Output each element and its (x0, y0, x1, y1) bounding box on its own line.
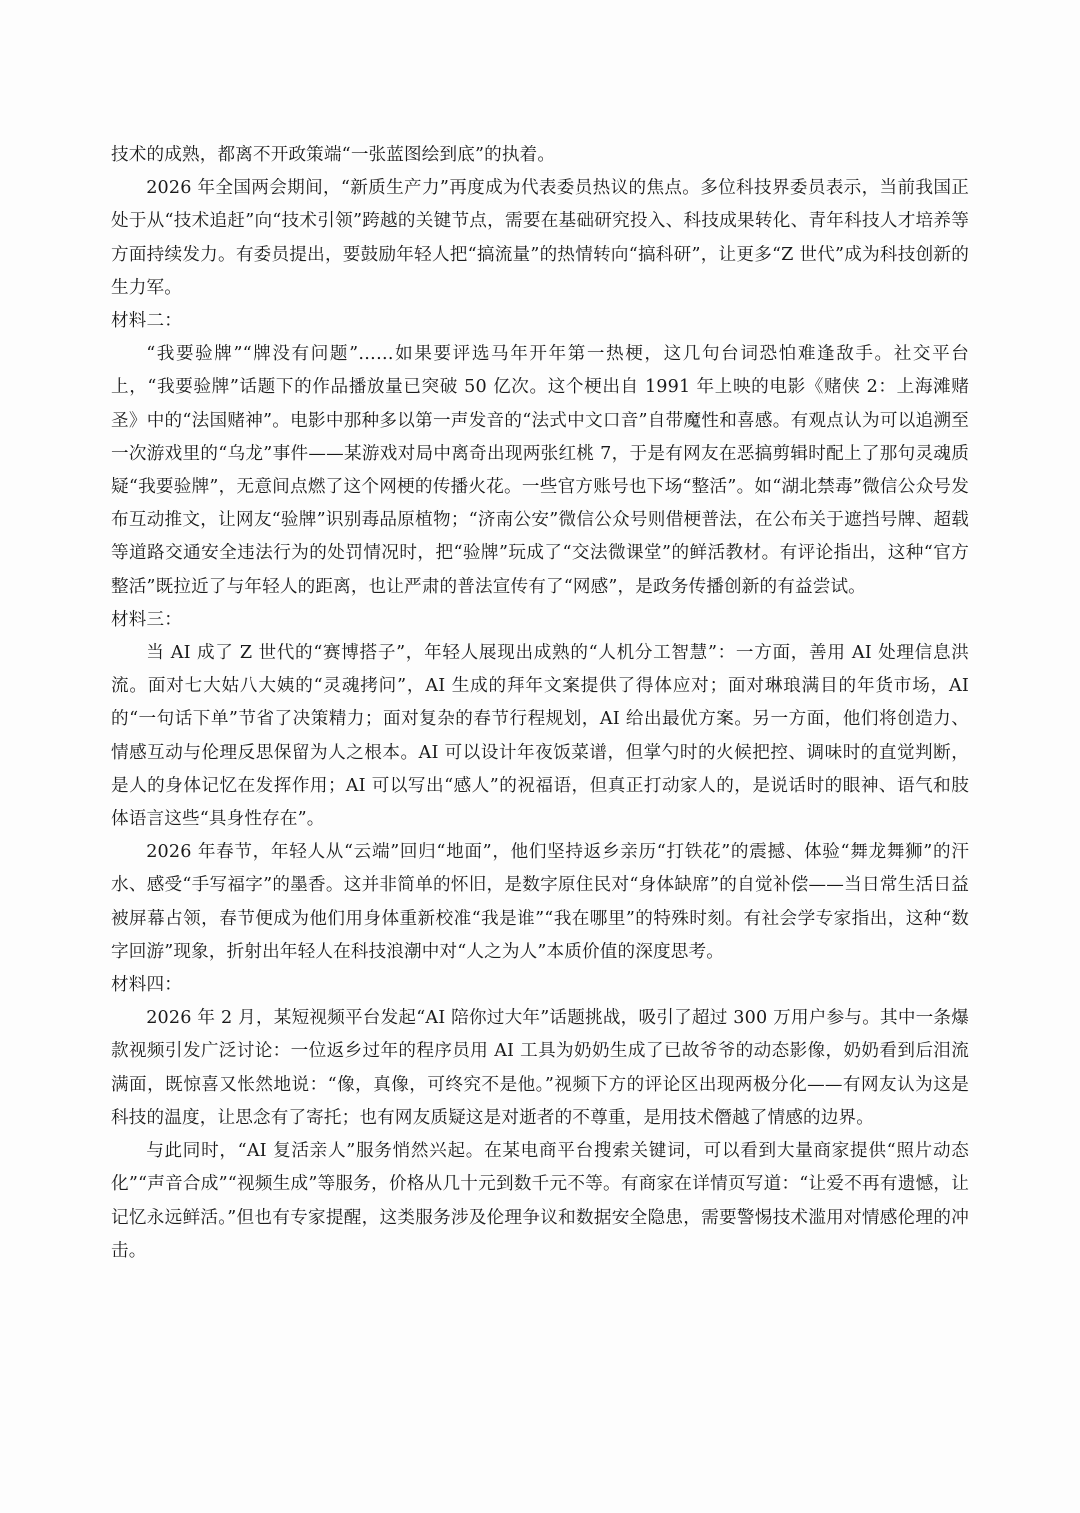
paragraph-ai-revive-relatives: 与此同时，“AI 复活亲人”服务悄然兴起。在某电商平台搜索关键词，可以看到大量商家提供“照片动态化”“声音合成”“视频生成”等服务，价格从几十元到数千元不等。有商家在详情页写道：“让爱不再有遗憾，让记忆永远鲜活。”但也有专家提醒，这类服务涉及伦理争议和数据安全隐患，需要警惕技术滥用对情感伦理的冲击。 (111, 1141, 969, 1261)
paragraph-ai-partner: 当 AI 成了 Z 世代的“赛博搭子”，年轻人展现出成熟的“人机分工智慧”：一方面，善用 AI 处理信息洪流。面对七大姑八大姨的“灵魂拷问”，AI 生成的拜年文案提供了得体应对；面对琳琅满目的年货市场，AI 的“一句话下单”节省了决策精力；面对复杂的春节行程规划，AI 给出最优方案。另一方面，他们将创造力、情感互动与伦理反思保留为人之根本。AI 可以设计年夜饭菜谱，但掌勺时的火候把控、调味时的直觉判断，是人的身体记忆在发挥作用；AI 可以写出“感人”的祝福语，但真正打动家人的，是说话时的眼神、语气和肢体语言这些“具身性存在”。 (111, 643, 969, 830)
heading-material-2: 材料二： (111, 311, 182, 332)
paragraph-spring-festival-return: 2026 年春节，年轻人从“云端”回归“地面”，他们坚持返乡亲历“打铁花”的震撼、体验“舞龙舞狮”的汗水、感受“手写福字”的墨香。这并非简单的怀旧，是数字原住民对“身体缺席”的自觉补偿——当日常生活日益被屏幕占领，春节便成为他们用身体重新校准“我是谁”“我在哪里”的特殊时刻。有社会学专家指出，这种“数字回游”现象，折射出年轻人在科技浪潮中对“人之为人”本质价值的深度思考。 (111, 842, 969, 962)
heading-material-3: 材料三： (111, 609, 182, 630)
paragraph-check-card-meme: “我要验牌”“牌没有问题”……如果要评选马年开年第一热梗，这几句台词恐怕难逢敌手。社交平台上，“我要验牌”话题下的作品播放量已突破 50 亿次。这个梗出自 1991 年上映的电影《赌侠 2：上海滩赌圣》中的“法国赌神”。电影中那种多以第一声发音的“法式中文口音”自带魔性和喜感。有观点认为可以追溯至一次游戏里的“乌龙”事件——某游戏对局中离奇出现两张红桃 7，于是有网友在恶搞剪辑时配上了那句灵魂质疑“我要验牌”，无意间点燃了这个网梗的传播火花。一些官方账号也下场“整活”。如“湖北禁毒”微信公众号发布互动推文，让网友“验牌”识别毒品原植物；“济南公安”微信公众号则借梗普法，在公布关于遮挡号牌、超载等道路交通安全违法行为的处罚情况时，把“验牌”玩成了“交法微课堂”的鲜活教材。有评论指出，这种“官方整活”既拉近了与年轻人的距离，也让严肃的普法宣传有了“网感”，是政务传播创新的有益尝试。 (111, 344, 969, 597)
paragraph-two-sessions: 2026 年全国两会期间，“新质生产力”再度成为代表委员热议的焦点。多位科技界委员表示，当前我国正处于从“技术追赶”向“技术引领”跨越的关键节点，需要在基础研究投入、科技成果转化、青年科技人才培养等方面持续发力。有委员提出，要鼓励年轻人把“搞流量”的热情转向“搞科研”，让更多“Z 世代”成为科技创新的生力军。 (111, 178, 969, 298)
paragraph-ai-new-year-challenge: 2026 年 2 月，某短视频平台发起“AI 陪你过大年”话题挑战，吸引了超过 300 万用户参与。其中一条爆款视频引发广泛讨论：一位返乡过年的程序员用 AI 工具为奶奶生成了已故爷爷的动态影像，奶奶看到后泪流满面，既惊喜又怅然地说：“像，真像，可终究不是他。”视频下方的评论区出现两极分化——有网友认为这是科技的温度，让思念有了寄托；也有网友质疑这是对逝者的不尊重，是用技术僭越了情感的边界。 (111, 1008, 969, 1128)
paragraph-policy-continuation: 技术的成熟，都离不开政策端“一张蓝图绘到底”的执着。 (111, 145, 556, 165)
document-body (111, 139, 969, 1268)
heading-material-4: 材料四： (111, 975, 182, 996)
